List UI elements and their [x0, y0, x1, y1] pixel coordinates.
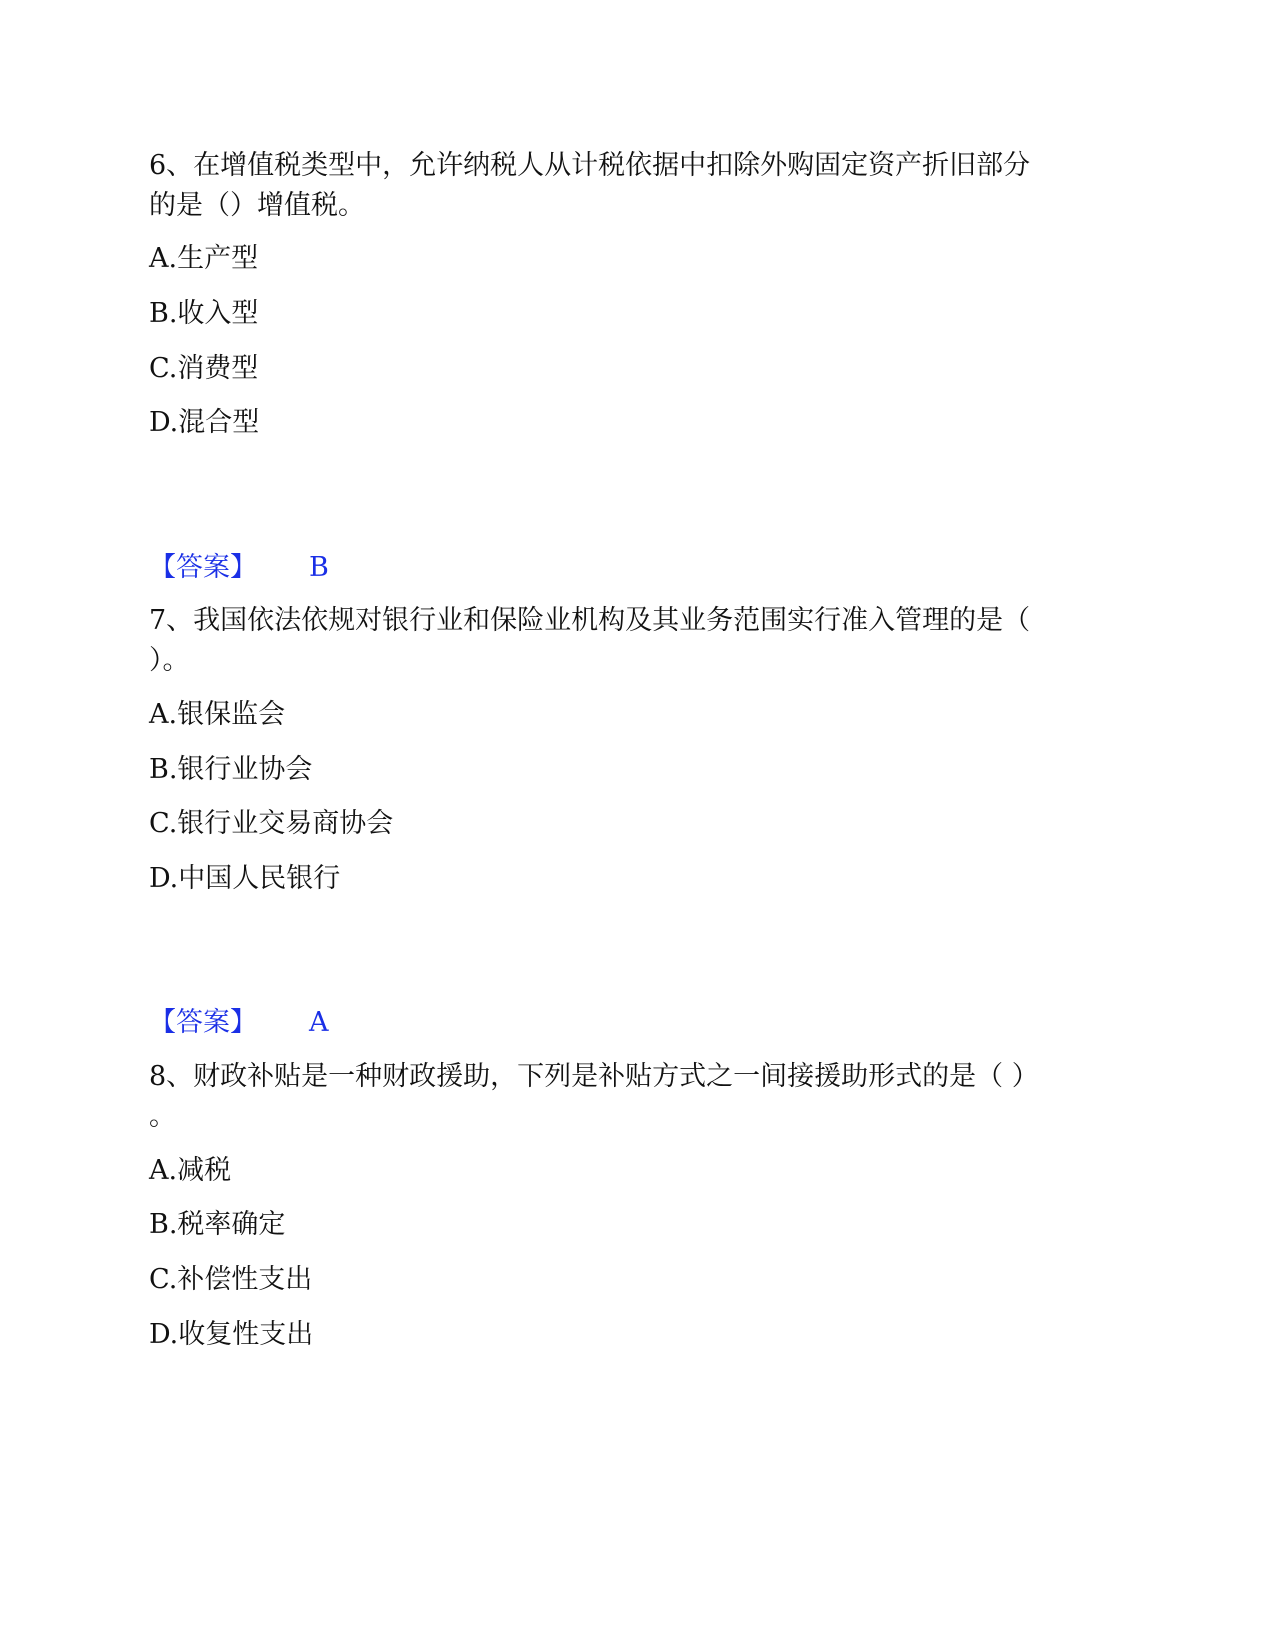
question-6-option-b: B.收入型 [149, 298, 259, 329]
question-6-option-d: D.混合型 [149, 407, 260, 438]
answer-value: A [309, 1007, 329, 1038]
answer-label: 【答案】 [149, 552, 257, 583]
answer-value: B [309, 552, 329, 583]
question-8-option-c: C.补偿性支出 [149, 1264, 313, 1295]
question-7-stem-line-2: ）。 [149, 645, 190, 676]
question-6-stem-line-1: 6、在增值税类型中，允许纳税人从计税依据中扣除外购固定资产折旧部分 [149, 150, 1031, 181]
answer-label: 【答案】 [149, 1007, 257, 1038]
question-8-option-d: D.收复性支出 [149, 1319, 314, 1350]
question-7-option-b: B.银行业协会 [149, 754, 313, 785]
question-6-option-c: C.消费型 [149, 353, 259, 384]
question-8-stem-line-1: 8、财政补贴是一种财政援助，下列是补贴方式之一间接援助形式的是（ ） [149, 1061, 1039, 1092]
question-6-option-a: A.生产型 [149, 243, 259, 274]
question-7-stem-line-1: 7、我国依法依规对银行业和保险业机构及其业务范围实行准入管理的是（ [149, 605, 1031, 636]
question-7-option-c: C.银行业交易商协会 [149, 808, 394, 839]
question-7-answer [149, 1003, 329, 1043]
question-6-stem-line-2: 的是（）增值税。 [149, 190, 365, 221]
question-7-option-d: D.中国人民银行 [149, 863, 341, 894]
question-6-answer [149, 548, 329, 588]
question-8-stem-line-2: 。 [149, 1101, 176, 1132]
question-7-option-a: A.银保监会 [149, 699, 286, 730]
question-8-option-b: B.税率确定 [149, 1209, 286, 1240]
question-8-option-a: A.减税 [149, 1155, 232, 1186]
